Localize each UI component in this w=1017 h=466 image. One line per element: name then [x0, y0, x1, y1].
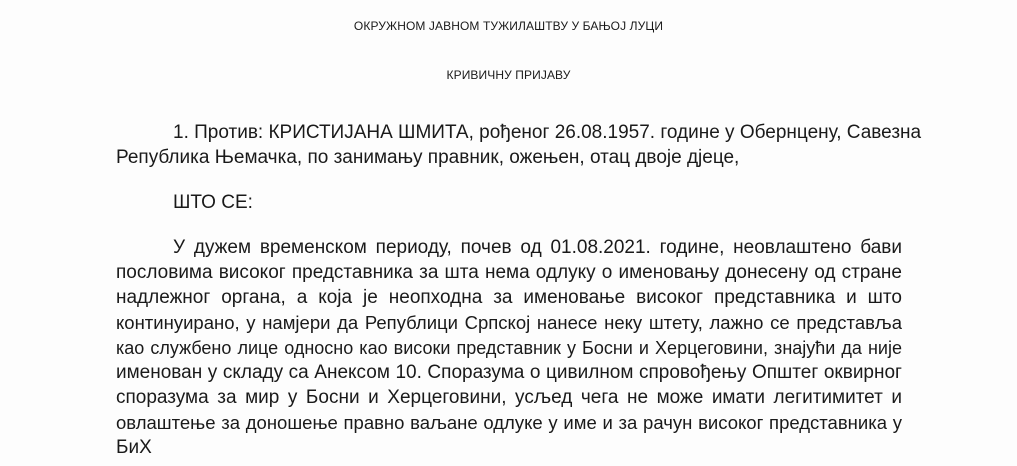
section-label: ШТО СЕ:: [173, 192, 253, 213]
paragraph-line: надлежног органа, а која је неопходна за именовање високог представника и што: [116, 287, 902, 308]
addressee-heading: ОКРУЖНОМ ЈАВНОМ ТУЖИЛАШТВУ У БАЊОЈ ЛУЦИ: [353, 19, 664, 33]
paragraph-line: споразума за мир у Босни и Херцеговини, усљед чега не може имати легитимитет и: [116, 387, 902, 408]
paragraph-line: овлаштење за доношење правно ваљане одлуке у име и за рачун високог представника у: [116, 412, 902, 433]
paragraph-line: БиХ: [116, 437, 152, 458]
paragraph-line: као службено лице односно као високи представник у Босни и Херцеговини, знајући да није: [116, 338, 902, 358]
paragraph-line: пословима високог представника за шта нема одлуку о именовању донесену од стране: [116, 262, 902, 283]
paragraph-line: У дужем временском периоду, почев од 01.08.2021. године, неовлаштено бави: [173, 237, 902, 258]
section1-line1: 1. Против: КРИСТИЈАНА ШМИТА, рођеног 26.08.1957. године у Обернцену, Савезна: [173, 122, 922, 143]
section1-line2: Република Њемачка, по занимању правник, ожењен, отац двоје дјеце,: [116, 147, 740, 168]
paragraph-line: именован у складу са Анексом 10. Споразума о цивилном спровођењу Општег оквирног: [116, 362, 902, 383]
paragraph-line: континуирано, у намјери да Републици Српској нанесе неку штету, лажно се представља: [116, 312, 902, 333]
document-title: КРИВИЧНУ ПРИЈАВУ: [446, 68, 571, 82]
